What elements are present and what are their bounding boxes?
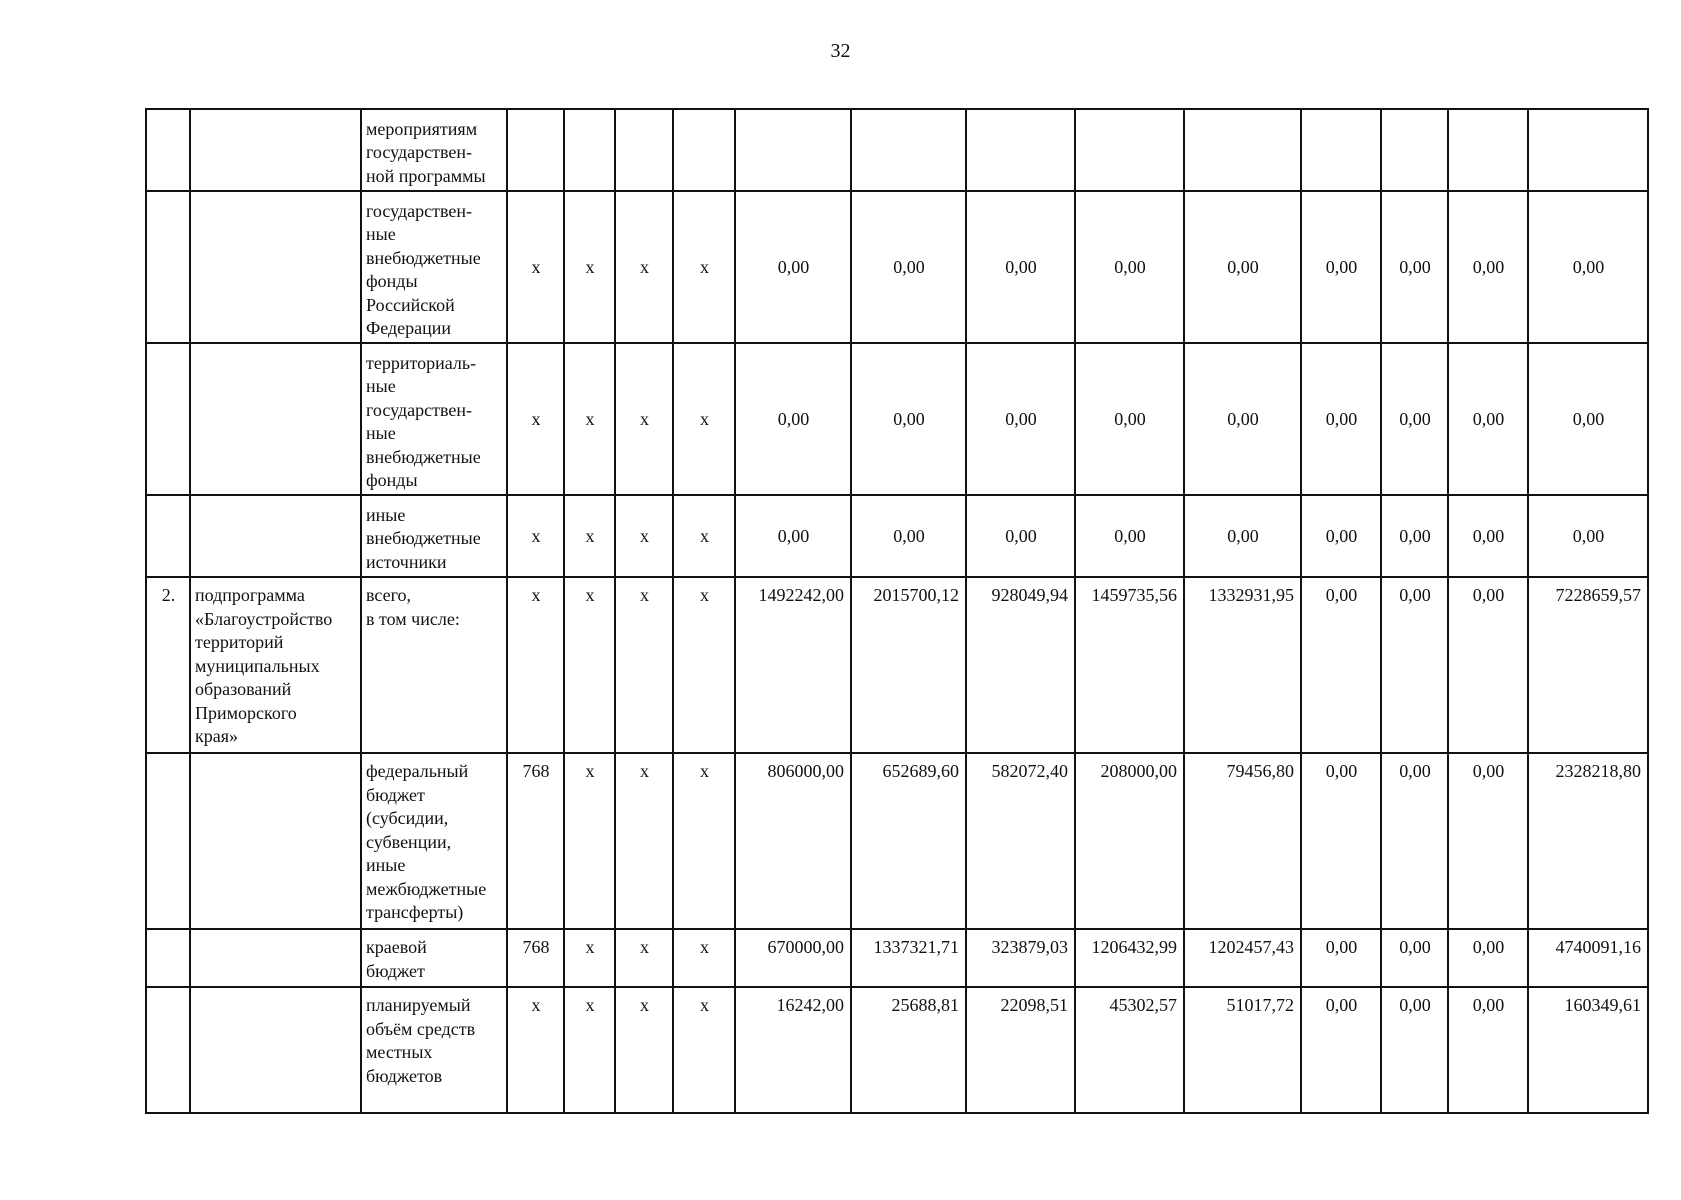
amount-cell: 0,00	[1075, 343, 1184, 495]
budget-code-cell: x	[673, 987, 735, 1113]
funding-source-cell: государствен- ные внебюджетные фонды Российской Федерации	[361, 191, 507, 343]
amount-cell: 0,00	[1184, 191, 1301, 343]
budget-code-cell: x	[615, 343, 673, 495]
amount-cell	[1528, 109, 1648, 191]
amount-cell	[735, 109, 851, 191]
funding-source-cell: территориаль- ные государствен- ные внебюджетные фонды	[361, 343, 507, 495]
row-number-cell	[146, 987, 190, 1113]
budget-code-cell	[615, 109, 673, 191]
amount-cell	[1184, 109, 1301, 191]
amount-cell	[966, 109, 1075, 191]
amount-cell: 0,00	[1381, 753, 1448, 929]
amount-cell: 0,00	[966, 495, 1075, 577]
amount-cell: 0,00	[1381, 987, 1448, 1113]
amount-cell: 0,00	[1381, 191, 1448, 343]
page-number: 32	[830, 40, 851, 62]
budget-code-cell: x	[673, 495, 735, 577]
amount-cell: 2328218,80	[1528, 753, 1648, 929]
measure-name-cell: подпрограмма «Благоустройство территорий муниципальных образований Приморского края»	[190, 577, 361, 753]
budget-code-cell: x	[673, 343, 735, 495]
budget-code-cell: x	[564, 929, 615, 987]
measure-name-cell	[190, 191, 361, 343]
amount-cell	[851, 109, 966, 191]
amount-cell: 0,00	[1301, 343, 1381, 495]
amount-cell: 0,00	[1448, 343, 1528, 495]
amount-cell: 0,00	[851, 495, 966, 577]
amount-cell: 0,00	[735, 343, 851, 495]
amount-cell: 51017,72	[1184, 987, 1301, 1113]
amount-cell: 0,00	[851, 191, 966, 343]
amount-cell: 2015700,12	[851, 577, 966, 753]
budget-code-cell: 768	[507, 753, 564, 929]
measure-name-cell	[190, 109, 361, 191]
budget-code-cell: x	[507, 343, 564, 495]
budget-code-cell: 768	[507, 929, 564, 987]
amount-cell: 45302,57	[1075, 987, 1184, 1113]
amount-cell: 1459735,56	[1075, 577, 1184, 753]
amount-cell: 1337321,71	[851, 929, 966, 987]
amount-cell: 0,00	[1381, 577, 1448, 753]
amount-cell: 582072,40	[966, 753, 1075, 929]
amount-cell: 25688,81	[851, 987, 966, 1113]
amount-cell: 0,00	[1381, 343, 1448, 495]
amount-cell: 0,00	[1301, 929, 1381, 987]
amount-cell: 79456,80	[1184, 753, 1301, 929]
amount-cell: 0,00	[1075, 191, 1184, 343]
measure-name-cell	[190, 987, 361, 1113]
row-number-cell	[146, 191, 190, 343]
budget-code-cell	[673, 109, 735, 191]
measure-name-cell	[190, 495, 361, 577]
budget-code-cell: x	[564, 191, 615, 343]
amount-cell: 0,00	[1448, 987, 1528, 1113]
funding-source-cell: федеральный бюджет (субсидии, субвенции, иные межбюджетные трансферты)	[361, 753, 507, 929]
amount-cell: 208000,00	[1075, 753, 1184, 929]
amount-cell: 652689,60	[851, 753, 966, 929]
amount-cell: 0,00	[1448, 191, 1528, 343]
amount-cell	[1301, 109, 1381, 191]
budget-code-cell: x	[564, 753, 615, 929]
row-number-cell	[146, 343, 190, 495]
amount-cell: 323879,03	[966, 929, 1075, 987]
budget-code-cell: x	[564, 987, 615, 1113]
amount-cell: 0,00	[851, 343, 966, 495]
budget-code-cell: x	[564, 343, 615, 495]
amount-cell: 0,00	[1301, 577, 1381, 753]
budget-code-cell: x	[615, 191, 673, 343]
amount-cell: 0,00	[1381, 929, 1448, 987]
row-number-cell	[146, 929, 190, 987]
amount-cell: 0,00	[1301, 495, 1381, 577]
amount-cell: 0,00	[1448, 577, 1528, 753]
budget-code-cell: x	[507, 987, 564, 1113]
amount-cell	[1381, 109, 1448, 191]
amount-cell: 928049,94	[966, 577, 1075, 753]
measure-name-cell	[190, 753, 361, 929]
table-row	[146, 191, 1648, 343]
budget-table	[145, 108, 1649, 1114]
budget-code-cell	[507, 109, 564, 191]
budget-code-cell: x	[615, 987, 673, 1113]
table-row	[146, 343, 1648, 495]
amount-cell: 0,00	[735, 191, 851, 343]
amount-cell: 0,00	[966, 343, 1075, 495]
amount-cell: 0,00	[1301, 987, 1381, 1113]
amount-cell: 0,00	[1381, 495, 1448, 577]
budget-code-cell: x	[673, 929, 735, 987]
measure-name-cell	[190, 343, 361, 495]
funding-source-cell: краевой бюджет	[361, 929, 507, 987]
amount-cell: 0,00	[1184, 495, 1301, 577]
amount-cell: 0,00	[1075, 495, 1184, 577]
amount-cell: 0,00	[1528, 343, 1648, 495]
amount-cell: 0,00	[966, 191, 1075, 343]
amount-cell: 806000,00	[735, 753, 851, 929]
amount-cell: 7228659,57	[1528, 577, 1648, 753]
amount-cell: 16242,00	[735, 987, 851, 1113]
table-row	[146, 929, 1648, 987]
amount-cell: 0,00	[1528, 495, 1648, 577]
amount-cell	[1075, 109, 1184, 191]
budget-code-cell: x	[673, 191, 735, 343]
table-row	[146, 987, 1648, 1113]
budget-code-cell: x	[564, 495, 615, 577]
amount-cell: 0,00	[1448, 753, 1528, 929]
budget-code-cell: x	[507, 495, 564, 577]
amount-cell: 0,00	[1448, 495, 1528, 577]
funding-source-cell: мероприятиям государствен- ной программы	[361, 109, 507, 191]
table-row	[146, 753, 1648, 929]
amount-cell: 0,00	[1528, 191, 1648, 343]
budget-code-cell: x	[673, 753, 735, 929]
row-number-cell: 2.	[146, 577, 190, 753]
amount-cell: 0,00	[1448, 929, 1528, 987]
budget-code-cell: x	[615, 495, 673, 577]
amount-cell: 1332931,95	[1184, 577, 1301, 753]
amount-cell: 1202457,43	[1184, 929, 1301, 987]
budget-code-cell: x	[615, 929, 673, 987]
row-number-cell	[146, 753, 190, 929]
measure-name-cell	[190, 929, 361, 987]
amount-cell	[1448, 109, 1528, 191]
amount-cell: 0,00	[1301, 753, 1381, 929]
amount-cell: 0,00	[1184, 343, 1301, 495]
budget-code-cell: x	[564, 577, 615, 753]
amount-cell: 22098,51	[966, 987, 1075, 1113]
budget-code-cell: x	[507, 577, 564, 753]
amount-cell: 0,00	[1301, 191, 1381, 343]
budget-code-cell: x	[507, 191, 564, 343]
table-row	[146, 577, 1648, 753]
amount-cell: 670000,00	[735, 929, 851, 987]
amount-cell: 4740091,16	[1528, 929, 1648, 987]
budget-code-cell	[564, 109, 615, 191]
table-row	[146, 109, 1648, 191]
amount-cell: 1492242,00	[735, 577, 851, 753]
funding-source-cell: планируемый объём средств местных бюджетов	[361, 987, 507, 1113]
funding-source-cell: иные внебюджетные источники	[361, 495, 507, 577]
budget-code-cell: x	[615, 577, 673, 753]
budget-code-cell: x	[615, 753, 673, 929]
row-number-cell	[146, 495, 190, 577]
amount-cell: 0,00	[735, 495, 851, 577]
table-row	[146, 495, 1648, 577]
amount-cell: 1206432,99	[1075, 929, 1184, 987]
amount-cell: 160349,61	[1528, 987, 1648, 1113]
funding-source-cell: всего, в том числе:	[361, 577, 507, 753]
row-number-cell	[146, 109, 190, 191]
budget-code-cell: x	[673, 577, 735, 753]
